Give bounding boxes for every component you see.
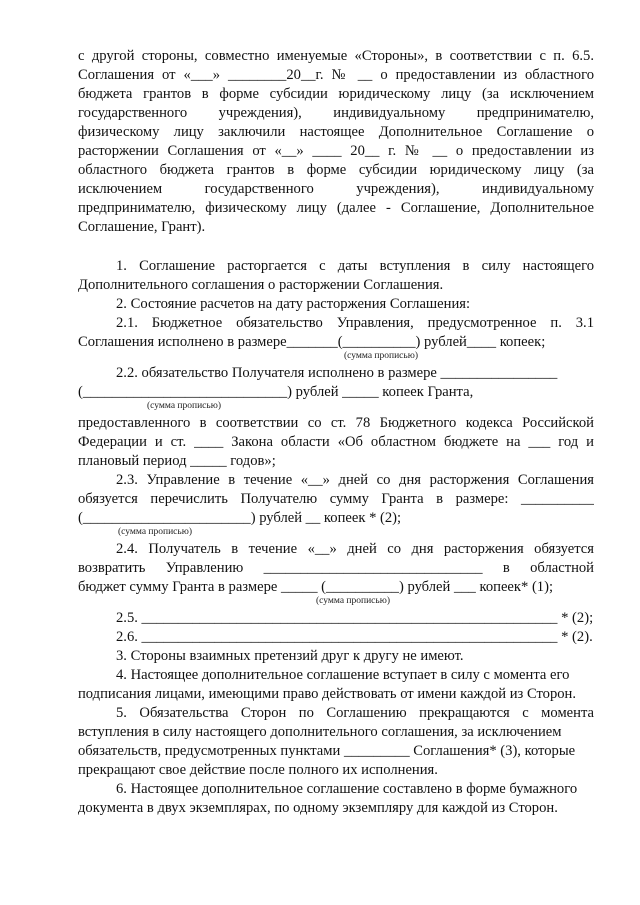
clause-6-line: документа в двух экземплярах, по одному экземпляру для каждой из Сторон. [78, 800, 558, 816]
clause-4-line: 4. Настоящее дополнительное соглашение вступает в силу с момента его [116, 667, 570, 683]
clause-5-line: 5. Обязательства Сторон по Соглашению прекращаются с момента [116, 705, 594, 721]
clause-2-2-line: 2.2. обязательство Получателя исполнено в размере ________________ [116, 365, 558, 381]
clause-3-line: 3. Стороны взаимных претензий друг к другу не имеют. [116, 648, 464, 664]
preamble-line: расторжении Соглашения от «__» ____ 20__ г. № __ о предоставлении из [78, 143, 594, 159]
clause-1-line: 1. Соглашение расторгается с даты вступления в силу настоящего [116, 258, 594, 274]
clause-2-line: 2. Состояние расчетов на дату расторжения Соглашения: [116, 296, 471, 312]
preamble-line: бюджета грантов в форме субсидии юридическому лицу (за исключением [78, 86, 594, 102]
preamble-line: физическому лицу заключили настоящее Дополнительное Соглашение о [78, 124, 594, 140]
preamble-line: государственного учреждения), индивидуальному предпринимателю, [78, 105, 594, 121]
clause-2-2-line: плановый период _____ годов»; [78, 453, 276, 469]
clause-5-line: прекращают свое действие после полного их исполнения. [78, 762, 438, 778]
clause-2-2-line: (____________________________) рублей _____ копеек Гранта, [78, 384, 474, 400]
preamble-line: с другой стороны, совместно именуемые «Стороны», в соответствии с п. 6.5. [78, 48, 594, 64]
preamble-line: предпринимателю, физическому лицу (далее - Соглашение, Дополнительное [78, 200, 594, 216]
clause-5-line: вступления в силу настоящего дополнительного соглашения, за исключением [78, 724, 562, 740]
clause-2-5-line: 2.5. _________________________________________________________ * (2); [116, 610, 594, 626]
clause-6-line: 6. Настоящее дополнительное соглашение составлено в форме бумажного [116, 781, 578, 797]
preamble-line: Соглашения от «___» ________20__г. № __ о предоставлении из областного [78, 67, 594, 83]
clause-5-line: обязательств, предусмотренных пунктами _________ Соглашения* (3), которые [78, 743, 576, 759]
preamble-line: исключением государственного учреждения), индивидуальному [78, 181, 594, 197]
clause-4-line: подписания лицами, имеющими право действовать от имени каждой из Сторон. [78, 686, 577, 702]
clause-2-1-line: Соглашения исполнено в размере_______(__________) рублей____ копеек; [78, 334, 546, 350]
clause-2-4-line: 2.4. Получатель в течение «__» дней со дня расторжения обязуется [116, 541, 594, 557]
sum-in-words-note: (сумма прописью) [147, 401, 221, 411]
clause-2-6-line: 2.6. _________________________________________________________ * (2). [116, 629, 593, 645]
clause-2-3-line: 2.3. Управление в течение «__» дней со дня расторжения Соглашения [116, 472, 594, 488]
clause-2-2-line: Федерации и ст. ____ Закона области «Об областном бюджете на ___ год и [78, 434, 594, 450]
clause-2-1-line: 2.1. Бюджетное обязательство Управления, предусмотренное п. 3.1 [116, 315, 594, 331]
clause-2-3-line: (_______________________) рублей __ копеек * (2); [78, 510, 402, 526]
clause-2-3-line: обязуется перечислить Получателю сумму Гранта в размере: __________ [78, 491, 594, 507]
sum-in-words-note: (сумма прописью) [118, 527, 192, 537]
preamble-line: областного бюджета грантов в форме субсидии юридическому лицу (за [78, 162, 594, 178]
clause-2-4-line: бюджет сумму Гранта в размере _____ (__________) рублей ___ копеек* (1); [78, 579, 554, 595]
sum-in-words-note: (сумма прописью) [344, 351, 418, 361]
clause-1-line: Дополнительного соглашения о расторжении Соглашения. [78, 277, 444, 293]
clause-2-2-line: предоставленного в соответствии со ст. 78 Бюджетного кодекса Российской [78, 415, 594, 431]
clause-2-4-line: возвратить Управлению ______________________________ в областной [78, 560, 594, 576]
sum-in-words-note: (сумма прописью) [316, 596, 390, 606]
preamble-line: Соглашение, Грант). [78, 219, 206, 235]
